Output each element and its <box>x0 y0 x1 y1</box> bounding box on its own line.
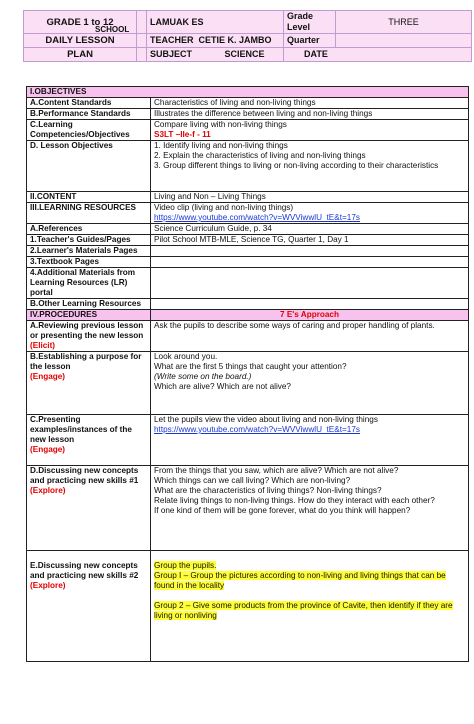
lesson-objective-3: 3. Group different things to living or non-living according to their characteristics <box>154 161 439 170</box>
table-row <box>27 109 469 120</box>
teacher-label: TEACHER <box>150 35 194 45</box>
learners-materials-label: 2.Learner's Materials Pages <box>27 246 151 257</box>
references-label: A.References <box>27 224 151 235</box>
teachers-guide-label: 1.Teacher's Guides/Pages <box>27 235 151 246</box>
table-row <box>27 299 469 310</box>
lesson-objectives-label: D. Lesson Objectives <box>27 141 151 192</box>
competency-code: S3LT –IIe-f - 11 <box>154 130 211 139</box>
procedure-e-line1: Group the pupils. <box>154 561 217 570</box>
lesson-objective-2: 2. Explain the characteristics of living and non-living things <box>154 151 366 160</box>
content-standards-value: Characteristics of living and non-living things <box>151 98 469 109</box>
performance-standards-label: B.Performance Standards <box>27 109 151 120</box>
school-value: LAMUAK ES <box>147 11 284 34</box>
table-row <box>27 415 469 466</box>
grade-level-value: THREE <box>336 11 472 34</box>
table-row <box>27 203 469 224</box>
grade-title: GRADE 1 to 12 <box>24 11 137 34</box>
table-row <box>27 268 469 299</box>
school-label: SCHOOL <box>95 25 130 34</box>
lesson-objective-1: 1. Identify living and non-living things <box>154 141 288 150</box>
objectives-heading: I.OBJECTIVES <box>27 87 469 98</box>
procedure-e-label: E.Discussing new concepts and practicing new skills #2 <box>30 561 139 580</box>
subject-label: SUBJECT <box>150 49 193 59</box>
table-row <box>27 192 469 203</box>
procedure-b-line3: (Write some on the board.) <box>154 372 252 381</box>
table-row <box>27 141 469 192</box>
video-link[interactable]: https://www.youtube.com/watch?v=WVViwwlU_tE&t=17s <box>154 213 360 222</box>
table-row <box>27 257 469 268</box>
objectives-heading-row <box>27 87 469 98</box>
procedure-d-line2: Which things can we call living? Which are non-living? <box>154 476 351 485</box>
procedure-d-line4: Relate living things to non-living things. How do they interact with each other? <box>154 496 435 505</box>
grade-level-label: Grade Level <box>284 11 336 34</box>
procedure-d-line1: From the things that you saw, which are alive? Which are not alive? <box>154 466 399 475</box>
performance-standards-value: Illustrates the difference between living and non-living things <box>151 109 469 120</box>
other-resources-label: B.Other Learning Resources <box>27 299 151 310</box>
table-row <box>27 224 469 235</box>
table-row <box>27 246 469 257</box>
table-row <box>27 352 469 415</box>
learning-resources-label: III.LEARNING RESOURCES <box>27 203 151 224</box>
procedure-e-tag: (Explore) <box>30 581 66 590</box>
procedure-c-label: C.Presenting examples/instances of the new lesson <box>30 415 132 444</box>
procedure-a-value: Ask the pupils to describe some ways of caring and proper handling of plants. <box>151 321 469 352</box>
procedure-d-label: D.Discussing new concepts and practicing new skills #1 <box>30 466 139 485</box>
content-value: Living and Non – Living Things <box>151 192 469 203</box>
lesson-table <box>26 86 469 662</box>
procedure-a-label: A.Reviewing previous lesson or presenting the new lesson <box>30 321 144 340</box>
procedure-c-tag: (Engage) <box>30 445 66 454</box>
approach-label: 7 E's Approach <box>151 310 469 321</box>
procedure-b-tag: (Engage) <box>30 372 66 381</box>
procedure-c-link[interactable]: https://www.youtube.com/watch?v=WVViwwlU_tE&t=17s <box>154 425 360 434</box>
procedure-e-line3: Group 2 – Give some products from the province of Cavite, then identify if they are living or nonliving <box>154 601 453 620</box>
table-row <box>27 98 469 109</box>
textbook-pages-label: 3.Textbook Pages <box>27 257 151 268</box>
teacher-value <box>147 34 284 48</box>
plan-label: PLAN <box>24 48 137 62</box>
procedure-b-line2: What are the first 5 things that caught your attention? <box>154 362 347 371</box>
competencies-value: Compare living with non-living things <box>154 120 287 129</box>
procedure-b-line4: Which are alive? Which are not alive? <box>154 382 291 391</box>
date-label: DATE <box>284 48 472 62</box>
procedure-d-line5: If one kind of them will be gone forever, what do you think will happen? <box>154 506 411 515</box>
header-table <box>23 10 472 62</box>
content-standards-label: A.Content Standards <box>27 98 151 109</box>
procedure-b-label: B.Establishing a purpose for the lesson <box>30 352 142 371</box>
references-value: Science Curriculum Guide, p. 34 <box>151 224 469 235</box>
table-row <box>27 551 469 662</box>
table-row <box>27 466 469 551</box>
procedure-e-line2: Group I – Group the pictures according to non-living and living things that can be found in the locality <box>154 571 446 590</box>
procedure-c-line1: Let the pupils view the video about living and non-living things <box>154 415 378 424</box>
procedure-a-tag: (Elicit) <box>30 341 56 350</box>
daily-lesson-label: DAILY LESSON <box>24 34 137 48</box>
procedure-d-tag: (Explore) <box>30 486 66 495</box>
procedures-heading-row <box>27 310 469 321</box>
learning-resources-value: Video clip (living and non-living things) <box>154 203 294 212</box>
table-row <box>27 235 469 246</box>
teachers-guide-value: Pilot School MTB-MLE, Science TG, Quarter 1, Day 1 <box>151 235 469 246</box>
table-row <box>27 321 469 352</box>
subject-value: SCIENCE <box>224 49 265 59</box>
additional-materials-label: 4.Additional Materials from Learning Resources (LR) portal <box>27 268 151 299</box>
procedure-d-line3: What are the characteristics of living things? Non-living things? <box>154 486 382 495</box>
competencies-label: C.Learning Competencies/Objectives <box>27 120 151 141</box>
table-row <box>27 120 469 141</box>
procedure-b-line1: Look around you. <box>154 352 218 361</box>
procedures-label: IV.PROCEDURES <box>27 310 151 321</box>
quarter-label: Quarter <box>284 34 336 48</box>
content-label: II.CONTENT <box>27 192 151 203</box>
teacher-name: CETIE K. JAMBO <box>198 35 272 45</box>
